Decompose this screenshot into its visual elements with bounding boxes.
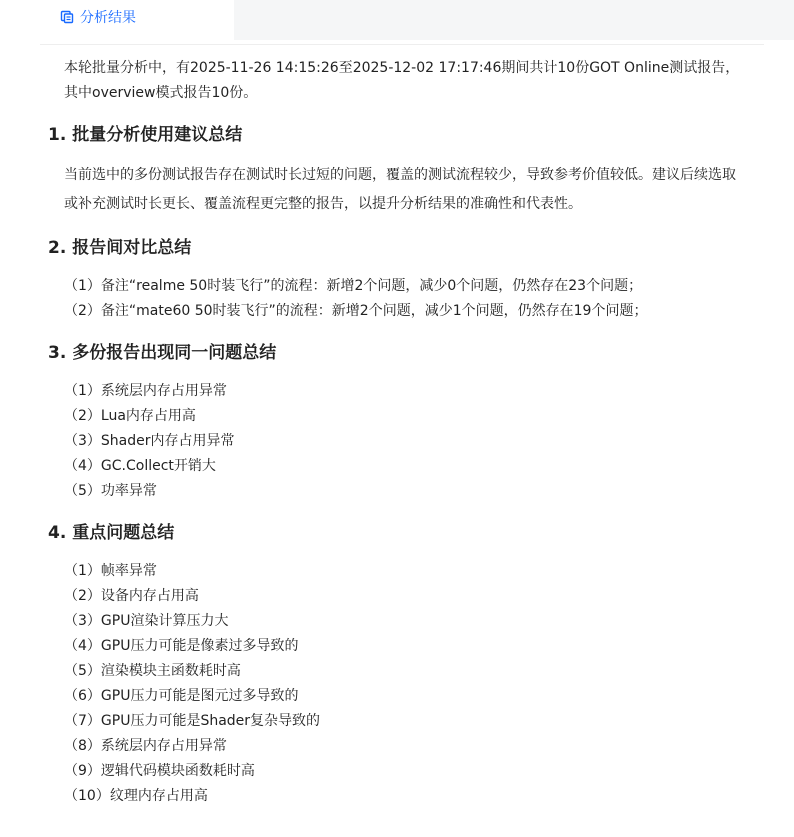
list-item: （5）功率异常 [64,483,157,499]
key-issues-list [48,559,768,809]
section-title-key-issues: 4. 重点问题总结 [48,523,175,543]
section-title-report-comparison: 2. 报告间对比总结 [48,238,192,258]
list-item: （6）GPU压力可能是图元过多导致的 [64,688,299,704]
intro-paragraph [64,56,768,106]
tab-bar-empty-area [234,0,794,40]
list-item: （3）Shader内存占用异常 [64,433,235,449]
list-item: （1）系统层内存占用异常 [64,383,227,399]
tab-analysis-result[interactable] [40,0,234,40]
advice-line: 或补充测试时长更长、覆盖流程更完整的报告，以提升分析结果的准确性和代表性。 [64,196,582,212]
advice-line: 当前选中的多份测试报告存在测试时长过短的问题，覆盖的测试流程较少，导致参考价值较低。建议后续选取 [64,167,736,183]
list-item: （7）GPU压力可能是Shader复杂导致的 [64,713,321,729]
list-item: （2）Lua内存占用高 [64,408,196,424]
list-item: （2）备注“mate60 50时装飞行”的流程：新增2个问题，减少1个问题，仍然存在19个问题； [64,303,648,319]
list-item: （4）GC.Collect开销大 [64,458,216,474]
list-item: （8）系统层内存占用异常 [64,738,227,754]
result-tab-bar [40,0,764,45]
comparison-list [48,274,768,324]
common-issues-list [48,379,768,504]
usage-advice-paragraph [64,161,768,219]
analysis-content [48,56,768,809]
section-title-common-issues: 3. 多份报告出现同一问题总结 [48,343,277,363]
list-item: （1）备注“realme 50时装飞行”的流程：新增2个问题，减少0个问题，仍然存在23个问题； [64,278,643,294]
list-item: （10）纹理内存占用高 [64,788,208,804]
intro-line: 其中overview模式报告10份。 [64,85,258,101]
list-item: （3）GPU渲染计算压力大 [64,613,229,629]
list-item: （2）设备内存占用高 [64,588,199,604]
list-item: （1）帧率异常 [64,563,157,579]
section-title-usage-advice: 1. 批量分析使用建议总结 [48,125,243,145]
intro-line: 本轮批量分析中，有2025-11-26 14:15:26至2025-12-02 17:17:46期间共计10份GOT Online测试报告， [64,60,740,76]
list-item: （9）逻辑代码模块函数耗时高 [64,763,255,779]
list-item: （4）GPU压力可能是像素过多导致的 [64,638,299,654]
list-item: （5）渲染模块主函数耗时高 [64,663,241,679]
copy-icon [60,10,74,24]
tab-label: 分析结果 [80,10,136,26]
